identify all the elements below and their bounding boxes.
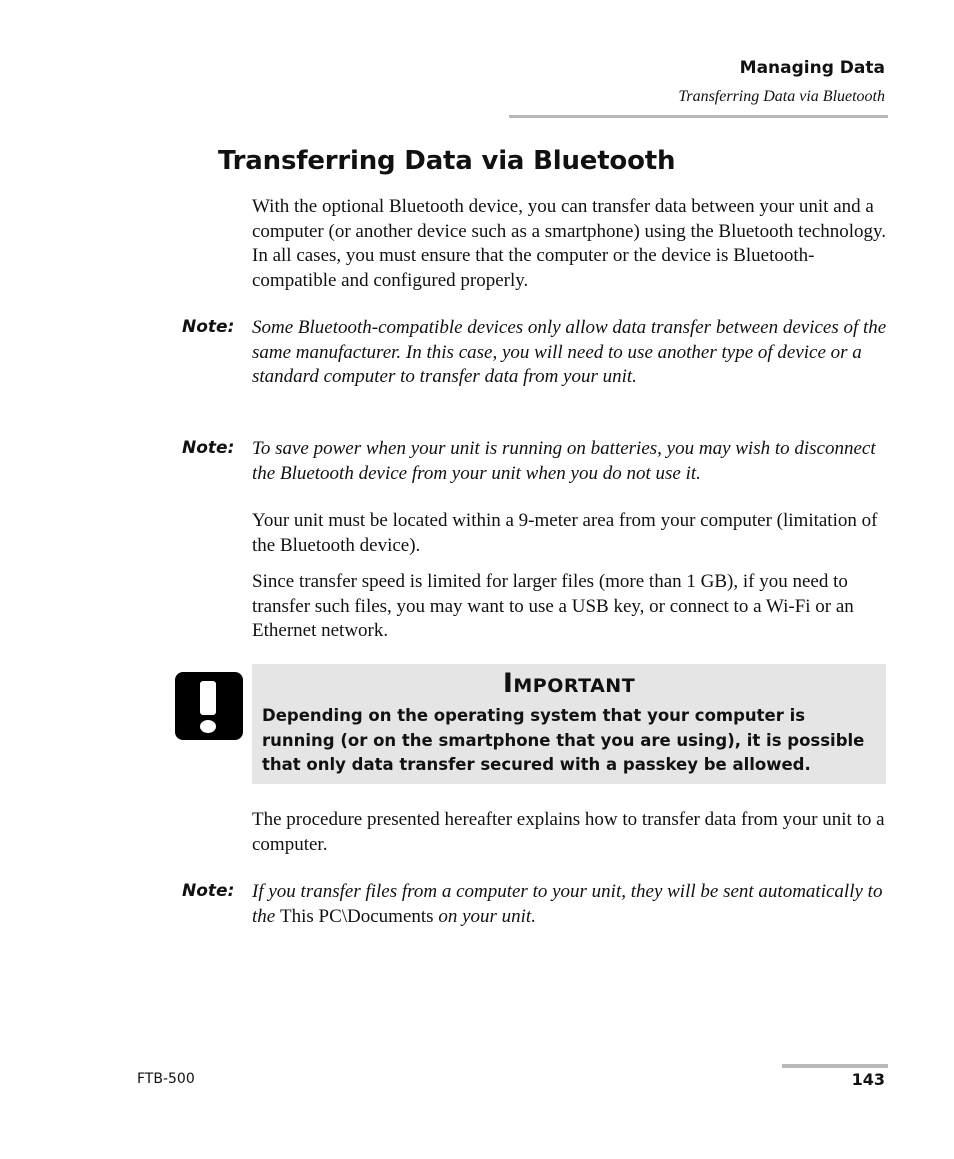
important-title: Important	[502, 668, 636, 699]
running-header-chapter: Managing Data	[739, 58, 885, 78]
intro-paragraph: With the optional Bluetooth device, you can transfer data between your unit and a computer (or another device such as a smartphone) using the Bluetooth technology. In all cases, you must ensure that the computer or the device is Bluetooth-compatible and configured properly.	[252, 196, 887, 292]
range-paragraph: Your unit must be located within a 9-meter area from your computer (limitation of the Bluetooth device).	[252, 510, 878, 556]
important-callout	[252, 664, 886, 784]
header-rule	[509, 115, 888, 118]
speed-paragraph: Since transfer speed is limited for larger files (more than 1 GB), if you need to transfer such files, you may want to use a USB key, or connect to a Wi-Fi or an Ethernet network.	[252, 571, 854, 642]
exclamation-icon	[175, 672, 243, 740]
page-number: 143	[851, 1070, 885, 1089]
note-compatibility: Some Bluetooth-compatible devices only allow data transfer between devices of the same manufacturer. In this case, you will need to use another type of device or a standard computer to transfer data from your unit.	[252, 317, 887, 388]
procedure-paragraph: The procedure presented hereafter explains how to transfer data from your unit to a computer.	[252, 809, 885, 855]
footer-product: FTB-500	[137, 1071, 195, 1087]
section-heading: Transferring Data via Bluetooth	[218, 146, 676, 176]
note-destination	[252, 880, 888, 929]
note-label: Note:	[182, 881, 235, 901]
important-text: Depending on the operating system that your computer is running (or on the smartphone that you are using), it is possible that only data transfer secured with a passkey be allowed.	[262, 706, 865, 774]
note-label: Note:	[182, 317, 235, 337]
note-destination-after: on your unit.	[433, 905, 536, 927]
documents-path: This PC\Documents	[279, 905, 434, 927]
note-power: To save power when your unit is running on batteries, you may wish to disconnect the Bluetooth device from your unit when you do not use it.	[252, 438, 876, 484]
note-label: Note:	[182, 438, 235, 458]
running-header-section: Transferring Data via Bluetooth	[678, 88, 885, 105]
note-destination-before: If you transfer files from a computer to your unit, they will be sent automatically to the	[252, 881, 883, 927]
footer-rule	[782, 1064, 888, 1068]
